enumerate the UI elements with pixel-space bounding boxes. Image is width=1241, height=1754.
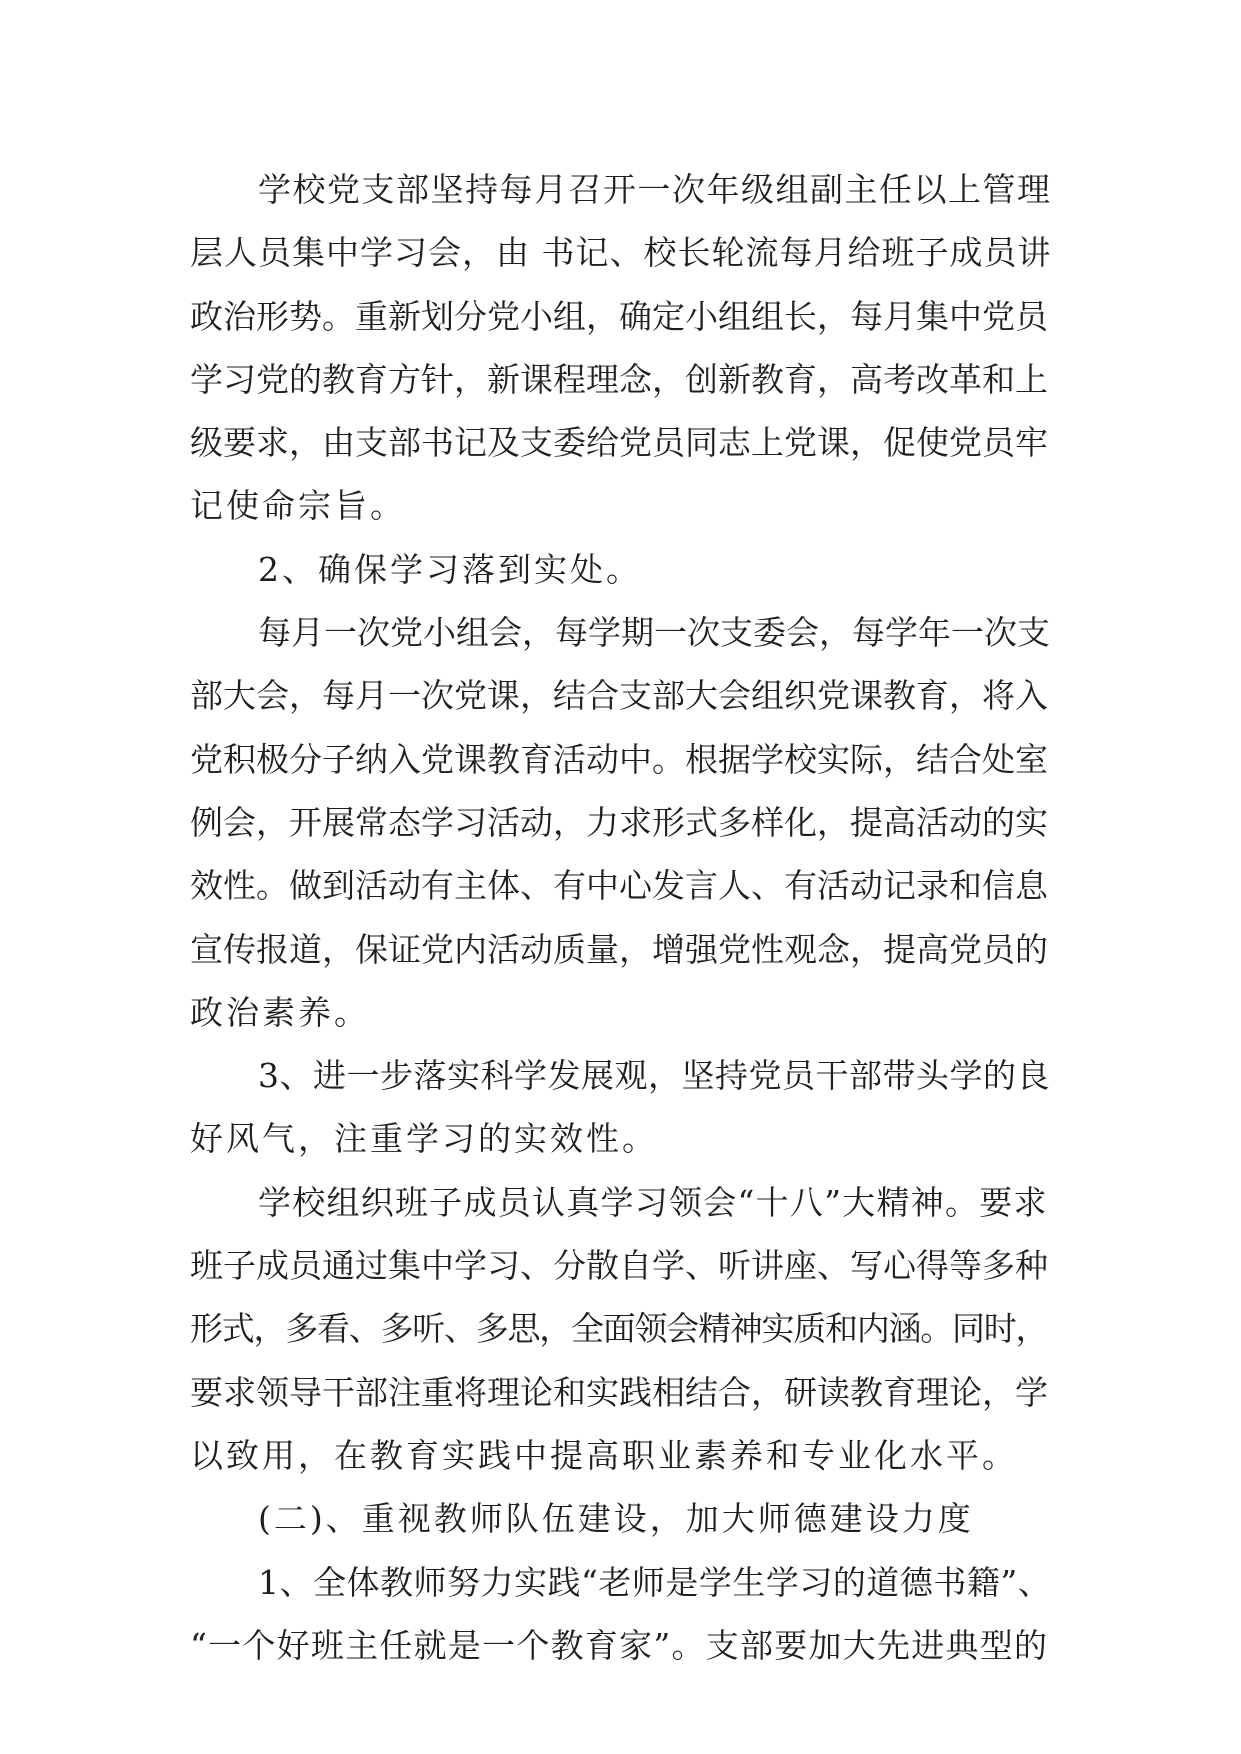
text-line: 3、进一步落实科学发展观，坚持党员干部带头学的良: [258, 1056, 1050, 1096]
heading-scientific-development: [190, 1044, 1052, 1171]
text-line: 学校党支部坚持每月召开一次年级组副主任以上管理: [258, 170, 1052, 209]
paragraph-leadership-study: [190, 1171, 1052, 1487]
paragraph-party-meetings: [190, 601, 1052, 1044]
text-line: 好风气，注重学习的实效性。: [190, 1119, 658, 1159]
text-line: 形式，多看、多听、多思，全面领会精神实质和内涵。同时，: [190, 1309, 1048, 1349]
text-line: 部大会，每月一次党课，结合支部大会组织党课教育，将入: [190, 676, 1048, 716]
text-line: 2、确保学习落到实处。: [258, 549, 642, 589]
text-line: “一个好班主任就是一个教育家”。支部要加大先进典型的: [190, 1625, 1049, 1665]
text-line: 例会，开展常态学习活动，力求形式多样化，提高活动的实: [190, 802, 1048, 842]
text-line: 政治形势。重新划分党小组，确定小组组长，每月集中党员: [190, 296, 1048, 336]
paragraph-study-meetings: [190, 158, 1052, 538]
text-line: 级要求，由支部书记及支委给党员同志上党课，促使党员牢: [190, 423, 1048, 463]
text-line: (二)、重视教师队伍建设，加大师德建设力度: [258, 1499, 974, 1539]
text-line: 层人员集中学习会，由 书记、校长轮流每月给班子成员讲: [190, 233, 1052, 273]
text-line: 效性。做到活动有主体、有中心发言人、有活动记录和信息: [190, 866, 1048, 906]
text-line: 宣传报道，保证党内活动质量，增强党性观念，提高党员的: [190, 929, 1048, 969]
section-heading-teacher-team: [190, 1487, 1052, 1550]
text-line: 记使命宗旨。: [190, 486, 406, 526]
text-line: 要求领导干部注重将理论和实践相结合，研读教育理论，学: [190, 1372, 1048, 1412]
text-line: 党积极分子纳入党课教育活动中。根据学校实际，结合处室: [190, 739, 1048, 779]
text-line: 每月一次党小组会，每学期一次支委会，每学年一次支: [258, 613, 1050, 653]
text-line: 学校组织班子成员认真学习领会“十八”大精神。要求: [258, 1182, 1048, 1222]
text-line: 学习党的教育方针，新课程理念，创新教育，高考改革和上: [190, 359, 1048, 399]
text-line: 政治素养。: [190, 992, 370, 1032]
text-line: 以致用，在教育实践中提高职业素养和专业化水平。: [190, 1435, 1018, 1475]
document-body: [190, 158, 1052, 1677]
heading-ensure-study: [190, 538, 1052, 601]
text-line: 1、全体教师努力实践“老师是学生学习的道德书籍”、: [258, 1562, 1052, 1602]
text-line: 班子成员通过集中学习、分散自学、听讲座、写心得等多种: [190, 1246, 1048, 1286]
paragraph-teacher-practice: [190, 1551, 1052, 1678]
